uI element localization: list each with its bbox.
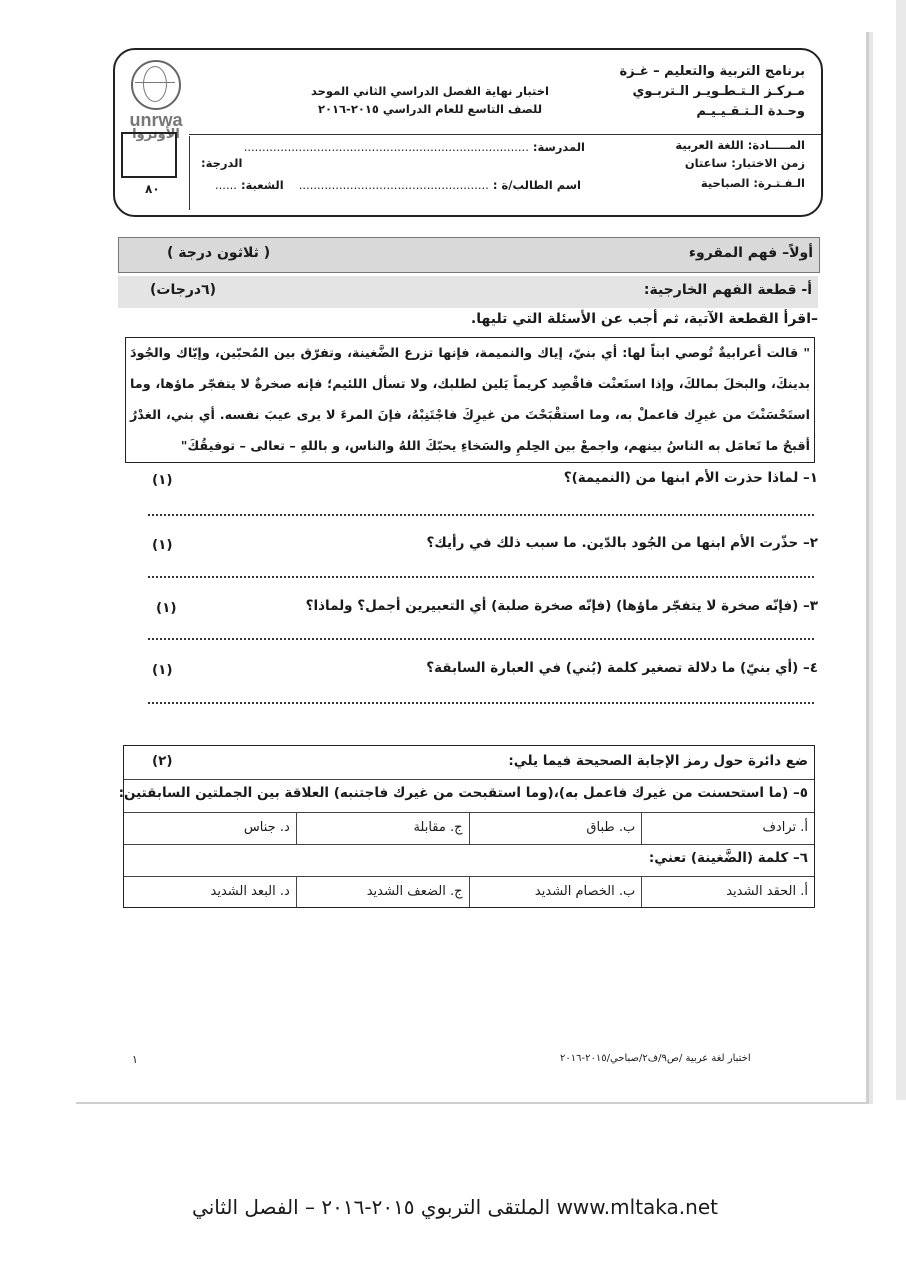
exam-title-block [305,82,555,118]
question-3-mark: (١) [156,600,177,616]
exam-subtitle: للصف التاسع للعام الدراسي ٢٠١٥-٢٠١٦ [317,102,543,116]
answer-line-4[interactable] [148,702,814,704]
question-3: ٣– (فإنّه صخرة لا يتفجّر ماؤها) (فإنّه صخرة صلبة) أي التعبيرين أجمل؟ ولماذا؟ [305,598,818,614]
student-row: اسم الطالب/ة : .................................................... [298,178,581,192]
answer-line-3[interactable] [148,638,814,640]
program-name: برنامج التربية والتعليم – غـزة [619,64,805,79]
un-emblem-icon [131,60,181,110]
mcq-instruction-row [124,746,814,780]
multiple-choice-table [118,745,815,908]
mcq-points: (٢) [152,753,173,769]
q5-option-d[interactable]: د. جناس [243,820,290,835]
logo-text-ar: الأونروا [132,127,180,142]
q5-option-a[interactable]: أ. ترادف [641,812,814,844]
duration-row: زمن الاختبار: ساعتان [684,156,805,170]
q6-option-c[interactable]: ج. الضعف الشديد [296,876,469,907]
question-5-options [124,812,814,845]
question-4-mark: (١) [152,662,173,678]
grade-box [121,132,177,178]
grade-row: الدرجة: [201,156,243,170]
q6-option-a[interactable]: أ. الحقد الشديد [641,876,814,907]
question-1: ١– لماذا حذرت الأم ابنها من (النميمة)؟ [563,470,818,486]
exam-header [113,48,823,217]
question-4: ٤– (أي بنيّ) ما دلالة تصغير كلمة (بُني) في العبارة السابقة؟ [426,660,818,676]
question-6-options [124,876,814,907]
section-reading-comprehension [118,237,820,273]
logo-text-en: unrwa [129,110,183,130]
subsection-title: أ- قطعة الفهم الخارجية: [643,282,812,298]
question-5-row [118,779,814,813]
question-2: ٢– حذّرت الأم ابنها من الجُود بالدّين. ما سبب ذلك في رأيك؟ [426,535,818,551]
question-5: ٥– (ما استحسنت من غيرك فاعمل به)،(وما استقبحت من غيرك فاجتنبه) العلاقة بين الجملتين السابقتين: [118,785,808,801]
mcq-instruction: ضع دائرة حول رمز الإجابة الصحيحة فيما يلي: [508,753,808,769]
question-6: ٦– كلمة (الضَّغينة) تعني: [648,850,808,866]
class-row: الشعبة: ...... [215,178,284,192]
header-divider-vertical [189,136,190,210]
ministry-block [615,62,805,122]
student-name-field[interactable]: .................................................... [298,178,489,192]
unit-name: وحـدة الـتـقـيـيـم [696,104,805,119]
question-6-row [124,844,814,877]
section-points: ( ثلاثون درجة ) [167,245,271,261]
question-1-mark: (١) [152,472,173,488]
center-name: مـركـز الـتـطـويـر الـتربـوي [632,84,805,99]
answer-line-2[interactable] [148,576,814,578]
subsection-points: (٦درجات) [150,282,217,298]
reading-passage: " قالت أعرابيةٌ تُوصي ابناً لها: أي بنيّ، إياك والنميمة، فإنها تزرع الضَّغينة، وتفرّق بين المُحبّين، وإيّاك والجُودَ بدينكَ، والبخلَ بمالكَ، وإذا استَعنْت فاقْصِد كريماً يَلين لطلبك، ولا تسأل اللئيم؛ فإنه صخرةٌ لا يتفجّر ماؤها، وما استَحْسَنْتَ من غيرِك فاعملْ به، وما استقْبَحْتَ من غيرِكَ فاجْتَنِبْهُ، فإنَ المرءَ لا يرى عيبَ نفسه. أي بني، الغدْرُ أقبحُ ما تَعامَل به الناسُ بينهم، واجمعْ بين الحِلمِ والسَخاءِ يحبّكَ اللهُ والناس، و باللهِ – تعالى – توفيقُكَ" [125,337,815,463]
exam-code-footer: اختبار لغة عربية /ص٩/ف٢/صباحي/٢٠١٥-٢٠١٦ [560,1053,751,1064]
school-field[interactable]: .............................................................................. [243,140,529,154]
reading-instruction: –اقرأ القطعة الآتية، ثم أجب عن الأسئلة التي تليها. [470,311,818,327]
page-edge [896,0,906,1100]
site-watermark: www.mltaka.net الملتقى التربوي ٢٠١٥-٢٠١٦ – الفصل الثاني [192,1195,718,1219]
shift-value: الصباحية [700,176,750,190]
subject-value: اللغة العربية [675,138,744,152]
answer-line-1[interactable] [148,514,814,516]
subject-row: المـــــادة: اللغة العربية [675,138,805,152]
q5-option-b[interactable]: ب. طباق [469,812,642,844]
school-row: المدرسة: .............................................................................. [243,140,585,154]
subsection-external-passage [118,276,818,308]
q6-option-b[interactable]: ب. الخصام الشديد [469,876,642,907]
section-title: أولاً– فهم المقروء [688,245,813,261]
duration-value: ساعتان [684,156,728,170]
q5-option-c[interactable]: ج. مقابلة [296,812,469,844]
class-field[interactable]: ...... [215,178,237,192]
shift-row: الـفـتـرة: الصباحية [700,176,805,190]
total-mark: ٨٠ [145,182,160,196]
header-divider [189,134,821,135]
page-number: ١ [132,1053,138,1066]
exam-title: اختبار نهاية الفصل الدراسي الثاني الموحد [311,84,549,98]
q6-option-d[interactable]: د. البعد الشديد [210,884,290,899]
question-2-mark: (١) [152,537,173,553]
